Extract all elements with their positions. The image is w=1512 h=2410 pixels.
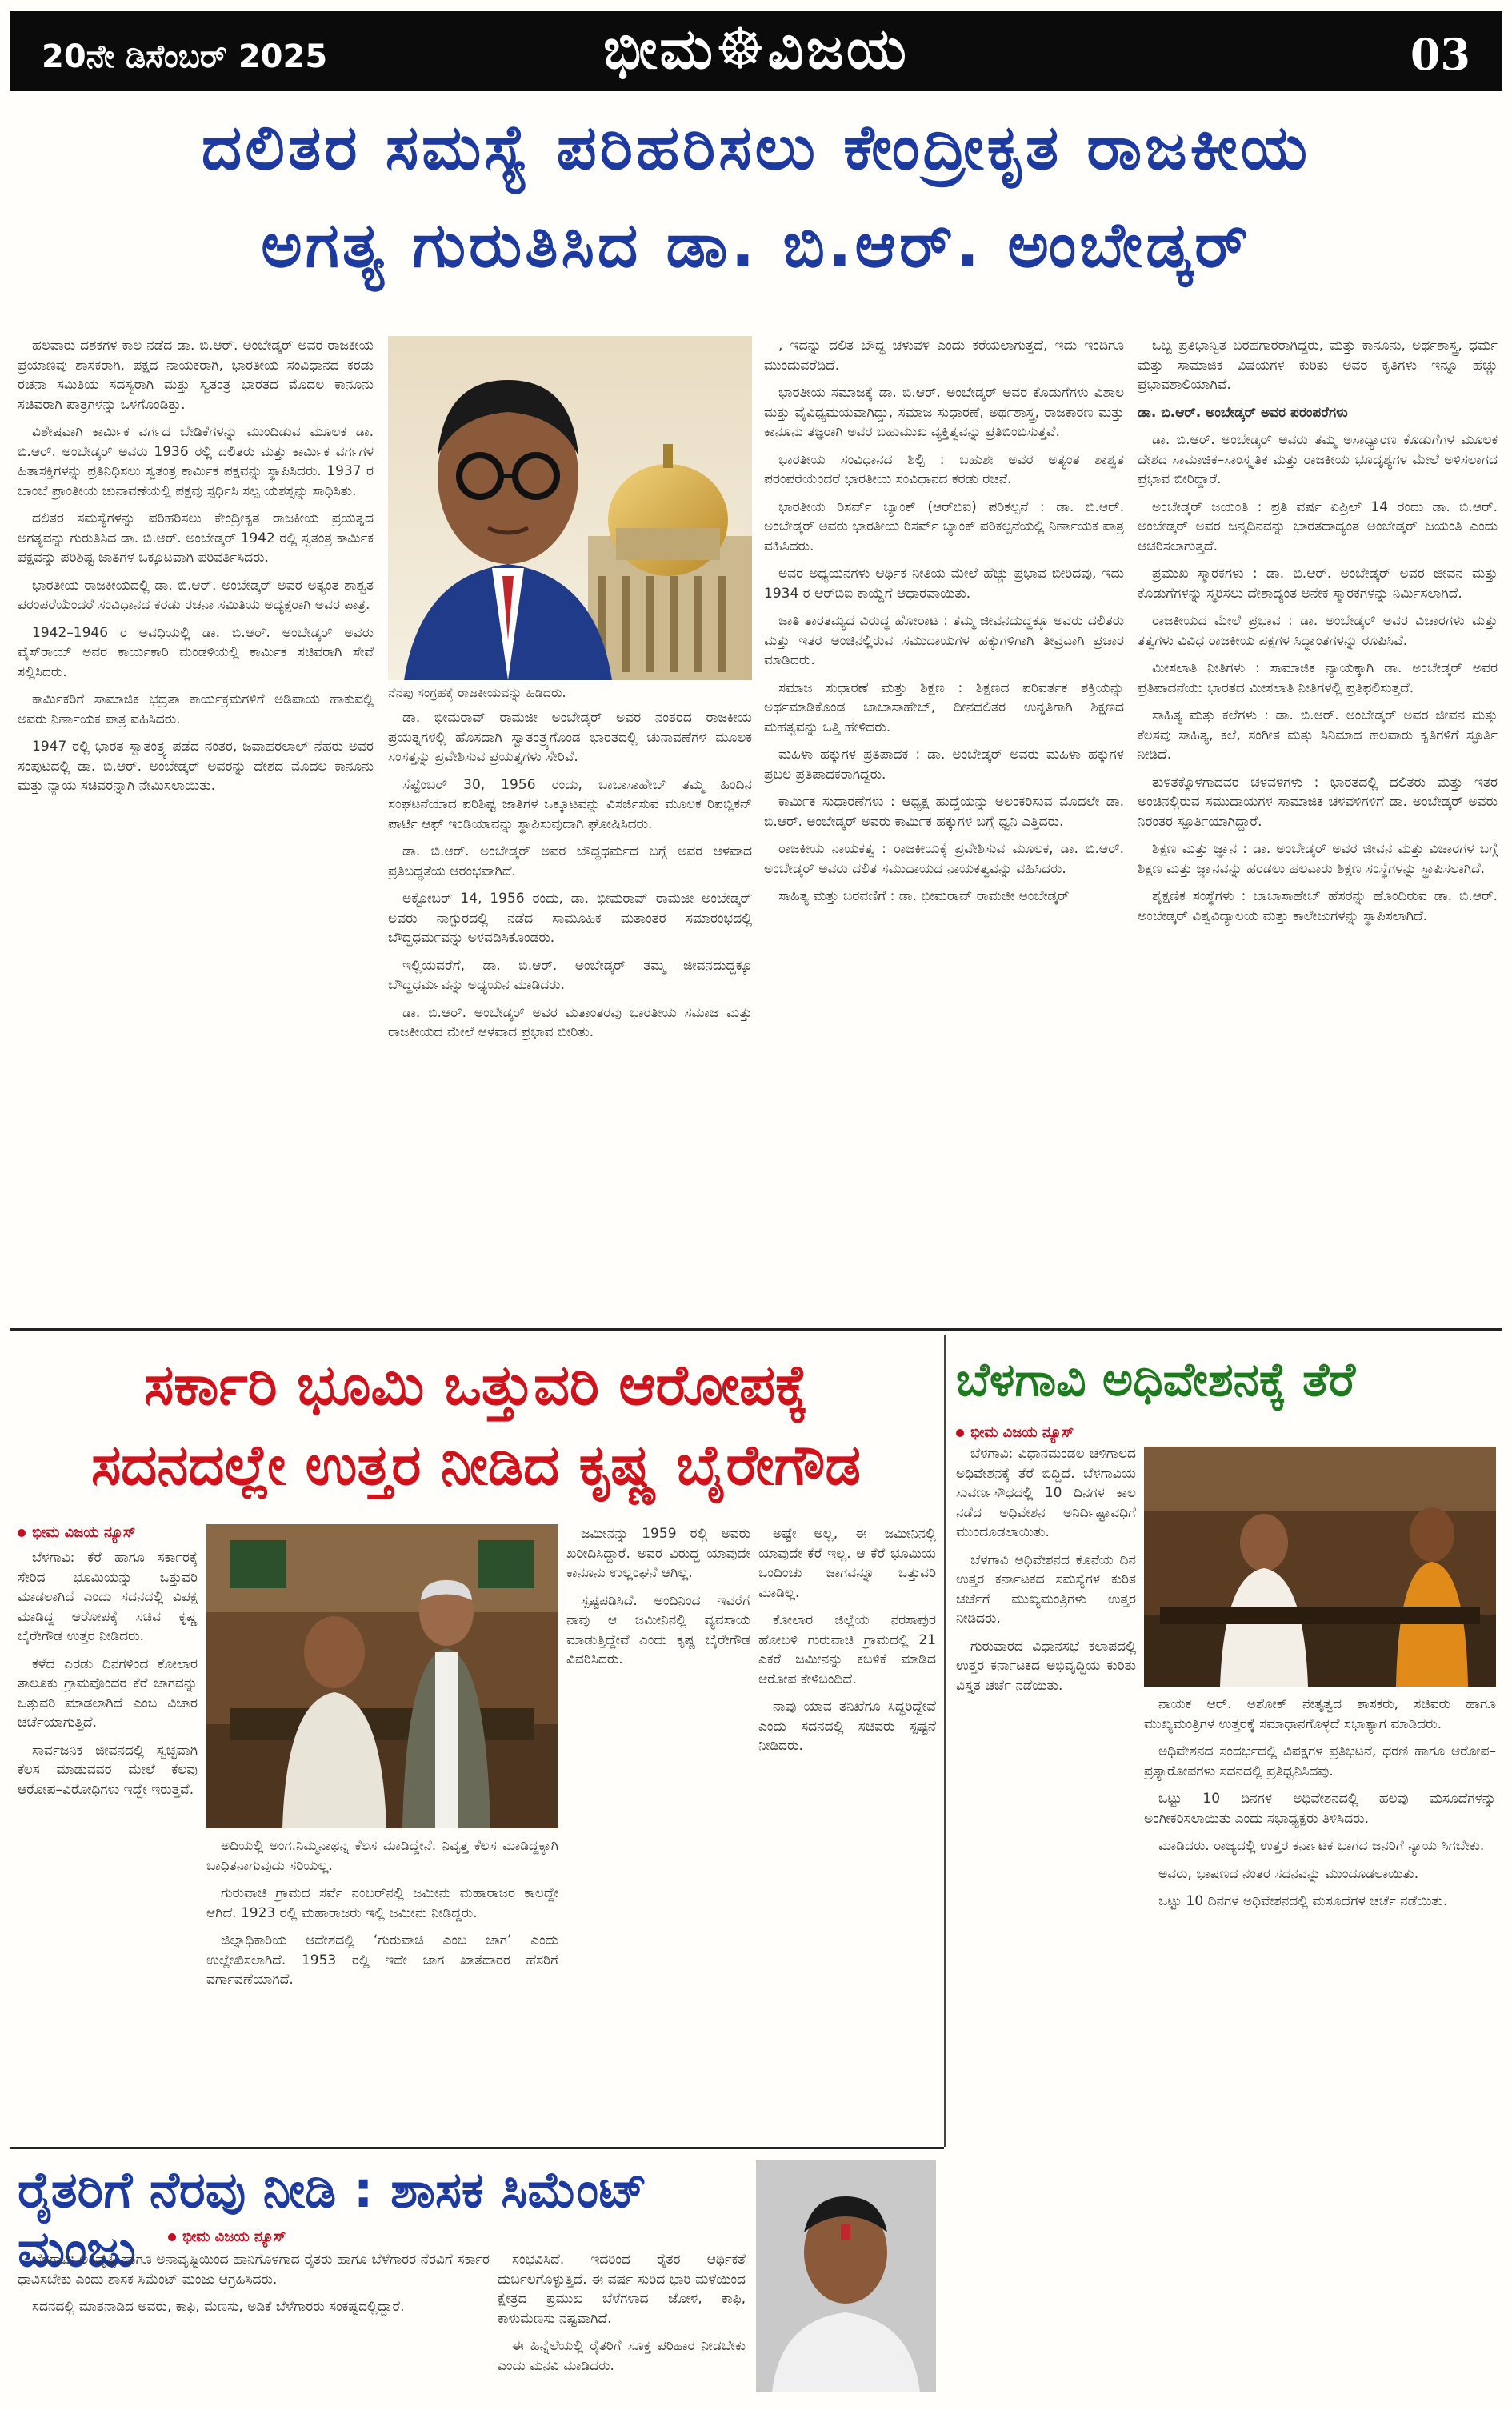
story3-column-1 <box>956 1444 1136 2384</box>
story2-column-1 <box>18 1548 198 2136</box>
paragraph: ಜಿಲ್ಲಾಧಿಕಾರಿಯ ಆದೇಶದಲ್ಲಿ ‘ಗುರುವಾಚಿ ಎಂಬ ಜಾಗ’ ಎಂದು ಉಲ್ಲೇಖಿಸಲಾಗಿದೆ. 1953 ರಲ್ಲಿ ಇದೇ ಜಾಗ ಖಾತೆದಾರರ ಹೆಸರಿಗೆ ವರ್ಗಾವಣೆಯಾಗಿದೆ. <box>206 1932 558 1988</box>
paragraph: ಕಾರ್ಮಿಕ ಸುಧಾರಣೆಗಳು : ಆಧ್ಯಕ್ಷ ಹುದ್ದೆಯನ್ನು ಅಲಂಕರಿಸುವ ಮೊದಲೇ ಡಾ. ಬಿ.ಆರ್. ಅಂಬೇಡ್ಕರ್ ಅವರು ಕಾರ್ಮಿಕ ಹಕ್ಕುಗಳ ಬಗ್ಗೆ ಧ್ವನಿ ಎತ್ತಿದರು. <box>764 794 1124 830</box>
bullet-icon <box>18 1529 26 1537</box>
paragraph: ರಾಜಕೀಯದ ಮೇಲೆ ಪ್ರಭಾವ : ಡಾ. ಅಂಬೇಡ್ಕರ್ ಅವರ ವಿಚಾರಗಳು ಮತ್ತು ತತ್ವಗಳು ವಿವಿಧ ರಾಜಕೀಯ ಪಕ್ಷಗಳ ಸಿದ್ಧಾಂತಗಳನ್ನು ರೂಪಿಸಿವೆ. <box>1138 613 1498 649</box>
paragraph: ಜಮೀನನ್ನು 1959 ರಲ್ಲಿ ಅವರು ಖರೀದಿಸಿದ್ದಾರೆ. ಅವರ ವಿರುದ್ಧ ಯಾವುದೇ ಕಾನೂನು ಉಲ್ಲಂಘನೆ ಆಗಿಲ್ಲ. <box>566 1526 750 1581</box>
portrait-caption: ನೆನಪು ಸಂಗ್ರಹಕ್ಕೆ ರಾಜಕೀಯವನ್ನು ಹಿಡಿದರು. <box>388 685 566 700</box>
paragraph: ಭಾರತೀಯ ರಿಸರ್ವ್ ಬ್ಯಾಂಕ್ (ಆರ್‌ಬಿಐ) ಪರಿಕಲ್ಪನೆ : ಡಾ. ಬಿ.ಆರ್. ಅಂಬೇಡ್ಕರ್ ಅವರು ಭಾರತೀಯ ರಿಸರ್ವ್ ಬ್ಯಾಂಕ್ ಪರಿಕಲ್ಪನೆಯಲ್ಲಿ ನಿರ್ಣಾಯಕ ಪಾತ್ರ ವಹಿಸಿದರು. <box>764 498 1124 554</box>
assembly-session-photo <box>1144 1447 1496 1687</box>
issue-date: 20ನೇ ಡಿಸೆಂಬರ್ 2025 <box>42 38 328 75</box>
paragraph: ಅಂಬೇಡ್ಕರ್ ಜಯಂತಿ : ಪ್ರತಿ ವರ್ಷ ಏಪ್ರಿಲ್ 14 ರಂದು ಡಾ. ಬಿ.ಆರ್. ಅಂಬೇಡ್ಕರ್ ಅವರ ಜನ್ಮದಿನವನ್ನು ಭಾರತದಾದ್ಯಂತ ಅಂಬೇಡ್ಕರ್ ಜಯಂತಿ ಎಂದು ಆಚರಿಸಲಾಗುತ್ತದೆ. <box>1138 498 1498 554</box>
paragraph: ಸ್ಪಷ್ಟಪಡಿಸಿದೆ. ಅಂದಿನಿಂದ ಇವರೆಗೆ ನಾವು ಆ ಜಮೀನಿನಲ್ಲಿ ವ್ಯವಸಾಯ ಮಾಡುತ್ತಿದ್ದೇವೆ ಎಂದು ಕೃಷ್ಣ ಬೈರೇಗೌಡ ವಿವರಿಸಿದರು. <box>566 1592 750 1667</box>
paragraph: ಬೆಳಗಾವಿ ಅಧಿವೇಶನದ ಕೊನೆಯ ದಿನ ಉತ್ತರ ಕರ್ನಾಟಕದ ಸಮಸ್ಯೆಗಳ ಕುರಿತ ಚರ್ಚೆಗೆ ಮುಖ್ಯಮಂತ್ರಿಗಳು ಉತ್ತರ ನೀಡಿದರು. <box>956 1551 1136 1627</box>
story2-byline <box>18 1524 135 1541</box>
paragraph: ತುಳಿತಕ್ಕೊಳಗಾದವರ ಚಳವಳಿಗಳು : ಭಾರತದಲ್ಲಿ ದಲಿತರು ಮತ್ತು ಇತರ ಅಂಚಿನಲ್ಲಿರುವ ಸಮುದಾಯಗಳ ಸಾಮಾಜಿಕ ಚಳವಳಿಗಳಿಗೆ ಡಾ. ಅಂಬೇಡ್ಕರ್ ಅವರು ನಿರಂತರ ಸ್ಫೂರ್ತಿಯಾಗಿದ್ದಾರೆ. <box>1138 774 1498 830</box>
bullet-icon <box>956 1429 964 1437</box>
story3-byline <box>956 1424 1074 1441</box>
paragraph: ಬೆಳಗಾವಿ: ವಿಧಾನಮಂಡಲ ಚಳಿಗಾಲದ ಅಧಿವೇಶನಕ್ಕೆ ತೆರೆ ಬಿದ್ದಿದೆ. ಬೆಳಗಾವಿಯ ಸುವರ್ಣಸೌಧದಲ್ಲಿ 10 ದಿನಗಳ ಕಾಲ ನಡೆದ ಅಧಿವೇಶನ ಅನಿರ್ದಿಷ್ಟಾವಧಿಗೆ ಮುಂದೂಡಲಾಯಿತು. <box>956 1446 1136 1540</box>
paragraph: ಶೈಕ್ಷಣಿಕ ಸಂಸ್ಥೆಗಳು : ಬಾಬಾಸಾಹೇಬ್ ಹೆಸರನ್ನು ಹೊಂದಿರುವ ಡಾ. ಬಿ.ಆರ್. ಅಂಬೇಡ್ಕರ್ ವಿಶ್ವವಿದ್ಯಾಲಯ ಮತ್ತು ಕಾಲೇಜುಗಳನ್ನು ಸ್ಥಾಪಿಸಲಾಗಿದೆ. <box>1138 888 1498 924</box>
paragraph: ಭಾರತೀಯ ಸಮಾಜಕ್ಕೆ ಡಾ. ಬಿ.ಆರ್. ಅಂಬೇಡ್ಕರ್ ಅವರ ಕೊಡುಗೆಗಳು ವಿಶಾಲ ಮತ್ತು ವೈವಿಧ್ಯಮಯವಾಗಿದ್ದು, ಸಮಾಜ ಸುಧಾರಣೆ, ಅರ್ಥಶಾಸ್ತ್ರ, ರಾಜಕಾರಣ ಮತ್ತು ಕಾನೂನು ತಜ್ಞರಾಗಿ ಅವರ ಬಹುಮುಖ ವ್ಯಕ್ತಿತ್ವವನ್ನು ಪ್ರತಿಬಿಂಬಿಸುತ್ತವೆ. <box>764 385 1124 440</box>
paragraph: ಗುರುವಾಚಿ ಗ್ರಾಮದ ಸರ್ವೆ ನಂಬರ್‌ನಲ್ಲಿ ಜಮೀನು ಮಹಾರಾಜರ ಕಾಲದ್ದೇ ಆಗಿದೆ. 1923 ರಲ್ಲಿ ಮಹಾರಾಜರು ಇಲ್ಲಿ ಜಮೀನು ನೀಡಿದ್ದರು. <box>206 1885 558 1921</box>
paragraph: ಡಾ. ಭೀಮರಾವ್ ರಾಮಜೀ ಅಂಬೇಡ್ಕರ್ ಅವರ ನಂತರದ ರಾಜಕೀಯ ಪ್ರಯತ್ನಗಳಲ್ಲಿ ಹೊಸದಾಗಿ ಸ್ವಾತಂತ್ರ್ಯಗೊಂಡ ಭಾರತದಲ್ಲಿ ಚುನಾವಣೆಗಳ ಮೂಲಕ ಸಂಸತ್ತನ್ನು ಪ್ರವೇಶಿಸುವ ಪ್ರಯತ್ನಗಳು ಸೇರಿವೆ. <box>388 710 752 765</box>
ambedkar-portrait <box>388 336 752 680</box>
paragraph: ಸೆಪ್ಟೆಂಬರ್ 30, 1956 ರಂದು, ಬಾಬಾಸಾಹೇಬ್ ತಮ್ಮ ಹಿಂದಿನ ಸಂಘಟನೆಯಾದ ಪರಿಶಿಷ್ಟ ಜಾತಿಗಳ ಒಕ್ಕೂಟವನ್ನು ವಿಸರ್ಜಿಸುವ ಮೂಲಕ ರಿಪಬ್ಲಿಕನ್ ಪಾರ್ಟಿ ಆಫ್ ಇಂಡಿಯಾವನ್ನು ಸ್ಥಾಪಿಸುವುದಾಗಿ ಘೋಷಿಸಿದರು. <box>388 776 752 832</box>
story4-byline <box>168 2228 286 2245</box>
paragraph: ಗುರುವಾರದ ವಿಧಾನಸಭೆ ಕಲಾಪದಲ್ಲಿ ಉತ್ತರ ಕರ್ನಾಟಕದ ಅಭಿವೃದ್ಧಿಯ ಕುರಿತು ವಿಸ್ತೃತ ಚರ್ಚೆ ನಡೆಯಿತು. <box>956 1638 1136 1694</box>
story2-column-2 <box>206 1836 558 2136</box>
paragraph: ಸಾರ್ವಜನಿಕ ಜೀವನದಲ್ಲಿ ಸ್ವಚ್ಛವಾಗಿ ಕೆಲಸ ಮಾಡುವವರ ಮೇಲೆ ಕೆಲವು ಆರೋಪ–ವಿರೋಧಿಗಳು ಇದ್ದೇ ಇರುತ್ತವೆ. <box>18 1742 198 1798</box>
paragraph: ಹಲವಾರು ದಶಕಗಳ ಕಾಲ ನಡೆದ ಡಾ. ಬಿ.ಆರ್. ಅಂಬೇಡ್ಕರ್ ಅವರ ರಾಜಕೀಯ ಪ್ರಯಾಣವು ಶಾಸಕರಾಗಿ, ಪಕ್ಷದ ನಾಯಕರಾಗಿ, ಭಾರತೀಯ ಸಂವಿಧಾನದ ಕರಡು ರಚನಾ ಸಮಿತಿಯ ಸದಸ್ಯರಾಗಿ ಮತ್ತು ಸ್ವತಂತ್ರ ಭಾರತದ ಮೊದಲ ಕಾನೂನು ಸಚಿವರಾಗಿ ಪಾತ್ರಗಳನ್ನು ಒಳಗೊಂಡಿತ್ತು. <box>18 338 374 413</box>
mla-photo <box>756 2160 936 2392</box>
lead-headline-line1: ದಲಿತರ ಸಮಸ್ಯೆ ಪರಿಹರಿಸಲು ಕೇಂದ್ರೀಕೃತ ರಾಜಕೀಯ <box>201 112 1311 184</box>
paragraph: ಅವರ ಅಧ್ಯಯನಗಳು ಆರ್ಥಿಕ ನೀತಿಯ ಮೇಲೆ ಹೆಚ್ಚು ಪ್ರಭಾವ ಬೀರಿದವು, ಇದು 1934 ರ ಆರ್‌ಬಿಐ ಕಾಯ್ದೆಗೆ ಆಧಾರವಾಯಿತು. <box>764 566 1124 602</box>
lead-column-4 <box>1138 336 1498 1316</box>
paragraph: ಡಾ. ಬಿ.ಆರ್. ಅಂಬೇಡ್ಕರ್ ಅವರ ಬೌದ್ಧಧರ್ಮದ ಬಗ್ಗೆ ಅವರ ಆಳವಾದ ಪ್ರತಿಬದ್ಧತೆಯ ಆರಂಭವಾಗಿದೆ. <box>388 843 752 879</box>
paragraph: ಸದನದಲ್ಲಿ ಮಾತನಾಡಿದ ಅವರು, ಕಾಫಿ, ಮೆಣಸು, ಅಡಿಕೆ ಬೆಳೆಗಾರರು ಸಂಕಷ್ಟದಲ್ಲಿದ್ದಾರೆ. <box>32 2299 405 2315</box>
paragraph: ಸಾಹಿತ್ಯ ಮತ್ತು ಕಲೆಗಳು : ಡಾ. ಬಿ.ಆರ್. ಅಂಬೇಡ್ಕರ್ ಅವರ ಜೀವನ ಮತ್ತು ಕೆಲಸವು ಸಾಹಿತ್ಯ, ಕಲೆ, ಸಂಗೀತ ಮತ್ತು ಸಿನಿಮಾದ ಹಲವಾರು ಕೃತಿಗಳಿಗೆ ಸ್ಫೂರ್ತಿ ನೀಡಿದೆ. <box>1138 707 1498 763</box>
lead-column-3 <box>764 336 1124 1316</box>
paragraph: 1947 ರಲ್ಲಿ ಭಾರತ ಸ್ವಾತಂತ್ರ್ಯ ಪಡೆದ ನಂತರ, ಜವಾಹರಲಾಲ್ ನೆಹರು ಅವರ ಸಂಪುಟದಲ್ಲಿ ಡಾ. ಬಿ.ಆರ್. ಅಂಬೇಡ್ಕರ್ ಅವರನ್ನು ದೇಶದ ಮೊದಲ ಕಾನೂನು ಮತ್ತು ನ್ಯಾಯ ಸಚಿವರನ್ನಾಗಿ ನೇಮಿಸಲಾಯಿತು. <box>18 739 374 794</box>
column-divider <box>944 1335 946 2147</box>
story3-headline: ಬೆಳಗಾವಿ ಅಧಿವೇಶನಕ್ಕೆ ತೆರೆ <box>956 1352 1356 1407</box>
paragraph: ಡಾ. ಬಿ.ಆರ್. ಅಂಬೇಡ್ಕರ್ ಅವರ ಮತಾಂತರವು ಭಾರತೀಯ ಸಮಾಜ ಮತ್ತು ರಾಜಕೀಯದ ಮೇಲೆ ಆಳವಾದ ಪ್ರಭಾವ ಬೀರಿತು. <box>388 1004 752 1040</box>
subheading: ಡಾ. ಬಿ.ಆರ್. ಅಂಬೇಡ್ಕರ್ ಅವರ ಪರಂಪರೆಗಳು <box>1138 404 1348 421</box>
paragraph: ಇಲ್ಲಿಯವರೆಗೆ, ಡಾ. ಬಿ.ಆರ್. ಅಂಬೇಡ್ಕರ್ ತಮ್ಮ ಜೀವನದುದ್ದಕ್ಕೂ ಬೌದ್ಧಧರ್ಮವನ್ನು ಅಧ್ಯಯನ ಮಾಡಿದರು. <box>388 957 752 993</box>
paragraph: ಭಾರತೀಯ ರಾಜಕೀಯದಲ್ಲಿ ಡಾ. ಬಿ.ಆರ್. ಅಂಬೇಡ್ಕರ್ ಅವರ ಅತ್ಯಂತ ಶಾಶ್ವತ ಪರಂಪರೆಯೆಂದರೆ ಸಂವಿಧಾನದ ಕರಡು ರಚನಾ ಸಮಿತಿಯ ಅಧ್ಯಕ್ಷರಾಗಿ ಅವರ ಪಾತ್ರ. <box>18 577 374 613</box>
paragraph: ನಾವು ಯಾವ ತನಿಖೆಗೂ ಸಿದ್ಧರಿದ್ದೇವೆ ಎಂದು ಸದನದಲ್ಲಿ ಸಚಿವರು ಸ್ಪಷ್ಟನೆ ನೀಡಿದರು. <box>758 1699 936 1754</box>
assembly-photo <box>206 1524 558 1828</box>
lead-column-2 <box>388 708 752 1316</box>
byline-text: ಭೀಮ ವಿಜಯ ನ್ಯೂಸ್ <box>32 1524 136 1541</box>
byline-text: ಭೀಮ ವಿಜಯ ನ್ಯೂಸ್ <box>970 1424 1074 1441</box>
story4-headline: ರೈತರಿಗೆ ನೆರವು ನೀಡಿ : ಶಾಸಕ ಸಿಮೆಂಟ್ ಮಂಜು <box>18 2160 647 2278</box>
newspaper-logo: ಭೀಮ☸ವಿಜಯ <box>603 16 909 82</box>
paragraph: ಕಾರ್ಮಿಕರಿಗೆ ಸಾಮಾಜಿಕ ಭದ್ರತಾ ಕಾರ್ಯಕ್ರಮಗಳಿಗೆ ಅಡಿಪಾಯ ಹಾಕುವಲ್ಲಿ ಅವರು ನಿರ್ಣಾಯಕ ಪಾತ್ರ ವಹಿಸಿದರು. <box>18 691 374 727</box>
bullet-icon <box>168 2233 176 2241</box>
masthead <box>10 11 1502 91</box>
story2-column-4 <box>758 1524 936 2136</box>
paragraph: ಭಾರತೀಯ ಸಂವಿಧಾನದ ಶಿಲ್ಪಿ : ಬಹುಶಃ ಅವರ ಅತ್ಯಂತ ಶಾಶ್ವತ ಪರಂಪರೆಯೆಂದರೆ ಭಾರತೀಯ ಸಂವಿಧಾನದ ಕರಡು ರಚನೆ. <box>764 451 1124 487</box>
page-number: 03 <box>1410 29 1470 80</box>
section-divider <box>10 1328 1502 1331</box>
story2-headline-line2: ಸದನದಲ್ಲೇ ಉತ್ತರ ನೀಡಿದ ಕೃಷ್ಣ ಬೈರೇಗೌಡ <box>91 1432 861 1498</box>
paragraph: , ಇದನ್ನು ದಲಿತ ಬೌದ್ಧ ಚಳುವಳಿ ಎಂದು ಕರೆಯಲಾಗುತ್ತದೆ, ಇದು ಇಂದಿಗೂ ಮುಂದುವರೆದಿದೆ. <box>764 338 1124 374</box>
section-divider <box>10 2147 944 2149</box>
paragraph: ಸಮಾಜ ಸುಧಾರಣೆ ಮತ್ತು ಶಿಕ್ಷಣ : ಶಿಕ್ಷಣದ ಪರಿವರ್ತಕ ಶಕ್ತಿಯನ್ನು ಅರ್ಥಮಾಡಿಕೊಂಡ ಬಾಬಾಸಾಹೇಬ್, ದೀನದಲಿತರ ಉನ್ನತಿಗಾಗಿ ಶಿಕ್ಷಣದ ಮಹತ್ವವನ್ನು ಒತ್ತಿ ಹೇಳಿದರು. <box>764 679 1124 735</box>
lead-headline-line2: ಅಗತ್ಯ ಗುರುತಿಸಿದ ಡಾ. ಬಿ.ಆರ್. ಅಂಬೇಡ್ಕರ್ <box>261 210 1251 282</box>
paragraph: ಒಟ್ಟು 10 ದಿನಗಳ ಅಧಿವೇಶನದಲ್ಲಿ ಮಸೂದೆಗಳ ಚರ್ಚೆ ನಡೆಯಿತು. <box>1158 1893 1448 1909</box>
paragraph: ಜಾತಿ ತಾರತಮ್ಯದ ವಿರುದ್ಧ ಹೋರಾಟ : ತಮ್ಮ ಜೀವನದುದ್ದಕ್ಕೂ ಅವರು ದಲಿತರು ಮತ್ತು ಇತರ ಅಂಚಿನಲ್ಲಿರುವ ಸಮುದಾಯಗಳ ಹಕ್ಕುಗಳಿಗಾಗಿ ತೀವ್ರವಾಗಿ ಪ್ರಚಾರ ಮಾಡಿದರು. <box>764 613 1124 668</box>
paragraph: ಒಟ್ಟು 10 ದಿನಗಳ ಅಧಿವೇಶನದಲ್ಲಿ ಹಲವು ಮಸೂದೆಗಳನ್ನು ಅಂಗೀಕರಿಸಲಾಯಿತು ಎಂದು ಸಭಾಧ್ಯಕ್ಷರು ತಿಳಿಸಿದರು. <box>1144 1791 1496 1827</box>
story3-column-2 <box>1144 1695 1496 2384</box>
story4-column-1 <box>18 2250 490 2394</box>
paragraph: ಸಾಹಿತ್ಯ ಮತ್ತು ಬರವಣಿಗೆ : ಡಾ. ಭೀಮರಾವ್ ರಾಮಜೀ ಅಂಬೇಡ್ಕರ್ <box>778 888 1070 904</box>
paragraph: ಬೆಳಗಾವಿ: ಅತಿವೃಷ್ಟಿ ಹಾಗೂ ಅನಾವೃಷ್ಟಿಯಿಂದ ಹಾನಿಗೊಳಗಾದ ರೈತರು ಹಾಗೂ ಬೆಳೆಗಾರರ ನೆರವಿಗೆ ಸರ್ಕಾರ ಧಾವಿಸಬೇಕು ಎಂದು ಶಾಸಕ ಸಿಮೆಂಟ್ ಮಂಜು ಆಗ್ರಹಿಸಿದರು. <box>18 2252 490 2288</box>
paragraph: ಅಕ್ಟೋಬರ್ 14, 1956 ರಂದು, ಡಾ. ಭೀಮರಾವ್ ರಾಮಜೀ ಅಂಬೇಡ್ಕರ್ ಅವರು ನಾಗ್ಪುರದಲ್ಲಿ ನಡೆದ ಸಾಮೂಹಿಕ ಮತಾಂತರ ಸಮಾರಂಭದಲ್ಲಿ ಬೌದ್ಧಧರ್ಮವನ್ನು ಅಳವಡಿಸಿಕೊಂಡರು. <box>388 891 752 946</box>
paragraph: ಮೀಸಲಾತಿ ನೀತಿಗಳು : ಸಾಮಾಜಿಕ ನ್ಯಾಯಕ್ಕಾಗಿ ಡಾ. ಅಂಬೇಡ್ಕರ್ ಅವರ ಪ್ರತಿಪಾದನೆಯು ಭಾರತದ ಮೀಸಲಾತಿ ನೀತಿಗಳಲ್ಲಿ ಪ್ರತಿಫಲಿಸುತ್ತದೆ. <box>1138 660 1498 696</box>
paragraph: ಅದಿಯಲ್ಲಿ ಅಂಗ.ನಿಮ್ಮನಾಥನ್ನ ಕೆಲಸ ಮಾಡಿದ್ದೇನೆ. ನಿವೃತ್ತ ಕೆಲಸ ಮಾಡಿದ್ದಕ್ಕಾಗಿ ಬಾಧಿತನಾಗುವುದು ಸರಿಯಲ್ಲ. <box>206 1838 558 1874</box>
paragraph: ವಿಶೇಷವಾಗಿ ಕಾರ್ಮಿಕ ವರ್ಗದ ಬೇಡಿಕೆಗಳನ್ನು ಮುಂದಿಡುವ ಮೂಲಕ ಡಾ. ಬಿ.ಆರ್. ಅಂಬೇಡ್ಕರ್ ಅವರು 1936 ರಲ್ಲಿ ದಲಿತರು ಮತ್ತು ಕಾರ್ಮಿಕ ವರ್ಗಗಳ ಹಿತಾಸಕ್ತಿಗಳನ್ನು ಪ್ರತಿನಿಧಿಸಲು ಸ್ವತಂತ್ರ ಕಾರ್ಮಿಕ ಪಕ್ಷವನ್ನು ಸ್ಥಾಪಿಸಿದರು. 1937 ರ ಬಾಂಬೆ ಪ್ರಾಂತೀಯ ಚುನಾವಣೆಯಲ್ಲಿ ಪಕ್ಷವು ಸ್ಪರ್ಧಿಸಿ ಸಲ್ಪ ಯಶಸ್ಸನ್ನು ಸಾಧಿಸಿತು. <box>18 424 374 499</box>
paragraph: ಕೋಲಾರ ಜಿಲ್ಲೆಯ ನರಸಾಪುರ ಹೋಬಳಿ ಗುರುವಾಚಿ ಗ್ರಾಮದಲ್ಲಿ 21 ಎಕರೆ ಜಮೀನನ್ನು ಕಬಳಿಕೆ ಮಾಡಿದ ಆರೋಪ ಕೇಳಿಬಂದಿದೆ. <box>758 1612 936 1687</box>
paragraph: ಅಷ್ಟೇ ಅಲ್ಲ, ಈ ಜಮೀನಿನಲ್ಲಿ ಯಾವುದೇ ಕೆರೆ ಇಲ್ಲ. ಆ ಕೆರೆ ಭೂಮಿಯ ಒಂದಿಂಚು ಜಾಗವನ್ನೂ ಒತ್ತುವರಿ ಮಾಡಿಲ್ಲ. <box>758 1526 936 1601</box>
paragraph: ದಲಿತರ ಸಮಸ್ಯೆಗಳನ್ನು ಪರಿಹರಿಸಲು ಕೇಂದ್ರೀಕೃತ ರಾಜಕೀಯ ಪ್ರಯತ್ನದ ಅಗತ್ಯವನ್ನು ಗುರುತಿಸಿದ ಡಾ. ಬಿ.ಆರ್. ಅಂಬೇಡ್ಕರ್ 1942 ರಲ್ಲಿ ಸ್ವತಂತ್ರ ಕಾರ್ಮಿಕ ಪಕ್ಷವನ್ನು ಪರಿಶಿಷ್ಟ ಜಾತಿಗಳ ಒಕ್ಕೂಟವಾಗಿ ಪರಿವರ್ತಿಸಿದರು. <box>18 510 374 566</box>
lead-column-1 <box>18 336 374 1316</box>
paragraph: ಕಳೆದ ಎರಡು ದಿನಗಳಿಂದ ಕೋಲಾರ ತಾಲೂಕು ಗ್ರಾಮವೊಂದರ ಕೆರೆ ಜಾಗವನ್ನು ಒತ್ತುವರಿ ಮಾಡಲಾಗಿದೆ ಎಂಬ ವಿಚಾರ ಚರ್ಚೆಯಾಗುತ್ತಿದೆ. <box>18 1655 198 1731</box>
story2-headline-line1: ಸರ್ಕಾರಿ ಭೂಮಿ ಒತ್ತುವರಿ ಆರೋಪಕ್ಕೆ <box>143 1352 809 1418</box>
paragraph: ಬೆಳಗಾವಿ: ಕೆರೆ ಹಾಗೂ ಸರ್ಕಾರಕ್ಕೆ ಸೇರಿದ ಭೂಮಿಯನ್ನು ಒತ್ತುವರಿ ಮಾಡಲಾಗಿದೆ ಎಂದು ಸದನದಲ್ಲಿ ವಿಪಕ್ಷ ಮಾಡಿದ್ದ ಆರೋಪಕ್ಕೆ ಸಚಿವ ಕೃಷ್ಣ ಬೈರೇಗೌಡ ಉತ್ತರ ನೀಡಿದರು. <box>18 1550 198 1644</box>
story4-column-2 <box>498 2250 746 2394</box>
paragraph: 1942–1946 ರ ಅವಧಿಯಲ್ಲಿ ಡಾ. ಬಿ.ಆರ್. ಅಂಬೇಡ್ಕರ್ ಅವರು ವೈಸ್‌ರಾಯ್ ಅವರ ಕಾರ್ಯಕಾರಿ ಮಂಡಳಿಯಲ್ಲಿ ಕಾರ್ಮಿಕ ಸಚಿವರಾಗಿ ಸೇವೆ ಸಲ್ಲಿಸಿದರು. <box>18 624 374 680</box>
story2-column-3 <box>566 1524 750 2136</box>
paragraph: ಒಬ್ಬ ಪ್ರತಿಭಾನ್ವಿತ ಬರಹಗಾರರಾಗಿದ್ದರು, ಮತ್ತು ಕಾನೂನು, ಅರ್ಥಶಾಸ್ತ್ರ, ಧರ್ಮ ಮತ್ತು ಸಾಮಾಜಿಕ ವಿಷಯಗಳ ಕುರಿತು ಅವರ ಕೃತಿಗಳು ಇನ್ನೂ ಹೆಚ್ಚು ಪ್ರಭಾವಶಾಲಿಯಾಗಿವೆ. <box>1138 338 1498 393</box>
byline-text: ಭೀಮ ವಿಜಯ ನ್ಯೂಸ್ <box>182 2228 286 2245</box>
paragraph: ಮಾಡಿದರು. ರಾಜ್ಯದಲ್ಲಿ ಉತ್ತರ ಕರ್ನಾಟಕ ಭಾಗದ ಜನರಿಗೆ ನ್ಯಾಯ ಸಿಗಬೇಕು. <box>1158 1838 1485 1854</box>
paragraph: ಸಂಭವಿಸಿದೆ. ಇದರಿಂದ ರೈತರ ಆರ್ಥಿಕತೆ ದುರ್ಬಲಗೊಳ್ಳುತ್ತಿದೆ. ಈ ವರ್ಷ ಸುರಿದ ಭಾರಿ ಮಳೆಯಿಂದ ಕ್ಷೇತ್ರದ ಪ್ರಮುಖ ಬೆಳೆಗಳಾದ ಜೋಳ, ಕಾಫಿ, ಕಾಳುಮೆಣಸು ನಷ್ಟವಾಗಿದೆ. <box>498 2252 746 2327</box>
paragraph: ಈ ಹಿನ್ನೆಲೆಯಲ್ಲಿ ರೈತರಿಗೆ ಸೂಕ್ತ ಪರಿಹಾರ ನೀಡಬೇಕು ಎಂದು ಮನವಿ ಮಾಡಿದರು. <box>498 2338 746 2374</box>
paragraph: ಅವರು, ಭಾಷಣದ ನಂತರ ಸದನವನ್ನು ಮುಂದೂಡಲಾಯಿತು. <box>1158 1865 1419 1882</box>
paragraph: ಪ್ರಮುಖ ಸ್ಮಾರಕಗಳು : ಡಾ. ಬಿ.ಆರ್. ಅಂಬೇಡ್ಕರ್ ಅವರ ಜೀವನ ಮತ್ತು ಕೊಡುಗೆಗಳನ್ನು ಸ್ಮರಿಸಲು ದೇಶಾದ್ಯಂತ ಅನೇಕ ಸ್ಮಾರಕಗಳನ್ನು ನಿರ್ಮಿಸಲಾಗಿದೆ. <box>1138 566 1498 602</box>
paragraph: ರಾಜಕೀಯ ನಾಯಕತ್ವ : ರಾಜಕೀಯಕ್ಕೆ ಪ್ರವೇಶಿಸುವ ಮೂಲಕ, ಡಾ. ಬಿ.ಆರ್. ಅಂಬೇಡ್ಕರ್ ಅವರು ದಲಿತ ಸಮುದಾಯದ ನಾಯಕತ್ವವನ್ನು ವಹಿಸಿದರು. <box>764 841 1124 877</box>
paragraph: ಡಾ. ಬಿ.ಆರ್. ಅಂಬೇಡ್ಕರ್ ಅವರು ತಮ್ಮ ಅಸಾಧ್ಯಾರಣ ಕೊಡುಗೆಗಳ ಮೂಲಕ ದೇಶದ ಸಾಮಾಜಿಕ–ಸಾಂಸ್ಕೃತಿಕ ಮತ್ತು ರಾಜಕೀಯ ಭೂದೃಶ್ಯಗಳ ಮೇಲೆ ಅಳಿಸಲಾಗದ ಪ್ರಭಾವ ಬೀರಿದ್ದಾರೆ. <box>1138 432 1498 487</box>
paragraph: ನಾಯಕ ಆರ್. ಅಶೋಕ್ ನೇತೃತ್ವದ ಶಾಸಕರು, ಸಚಿವರು ಹಾಗೂ ಮುಖ್ಯಮಂತ್ರಿಗಳ ಉತ್ತರಕ್ಕೆ ಸಮಾಧಾನಗೊಳ್ಳದೆ ಸಭಾತ್ಯಾಗ ಮಾಡಿದರು. <box>1144 1696 1496 1732</box>
paragraph: ಮಹಿಳಾ ಹಕ್ಕುಗಳ ಪ್ರತಿಪಾದಕ : ಡಾ. ಅಂಬೇಡ್ಕರ್ ಅವರು ಮಹಿಳಾ ಹಕ್ಕುಗಳ ಪ್ರಬಲ ಪ್ರತಿಪಾದಕರಾಗಿದ್ದರು. <box>764 747 1124 783</box>
paragraph: ಅಧಿವೇಶನದ ಸಂದರ್ಭದಲ್ಲಿ ವಿಪಕ್ಷಗಳ ಪ್ರತಿಭಟನೆ, ಧರಣಿ ಹಾಗೂ ಆರೋಪ–ಪ್ರತ್ಯಾರೋಪಗಳು ಸದನದಲ್ಲಿ ಪ್ರತಿಧ್ವನಿಸಿದವು. <box>1144 1743 1496 1779</box>
paragraph: ಶಿಕ್ಷಣ ಮತ್ತು ಜ್ಞಾನ : ಡಾ. ಅಂಬೇಡ್ಕರ್ ಅವರ ಜೀವನ ಮತ್ತು ವಿಚಾರಗಳ ಬಗ್ಗೆ ಶಿಕ್ಷಣ ಮತ್ತು ಜ್ಞಾನವನ್ನು ಹರಡಲು ಹಲವಾರು ಶಿಕ್ಷಣ ಸಂಸ್ಥೆಗಳನ್ನು ಸ್ಥಾಪಿಸಲಾಗಿದೆ. <box>1138 841 1498 877</box>
